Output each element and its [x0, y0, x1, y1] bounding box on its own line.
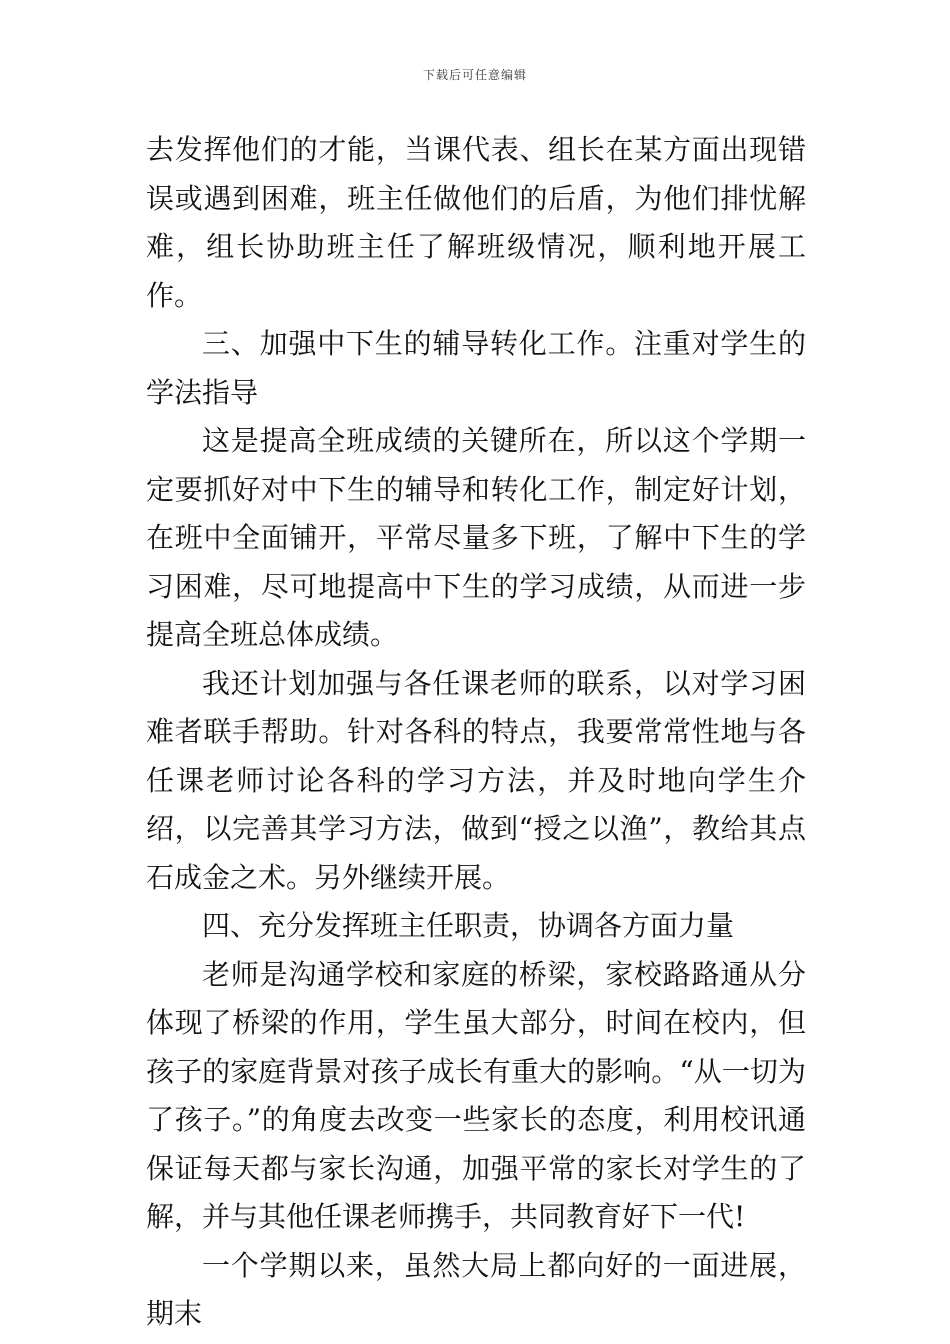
section-heading-four: 四、充分发挥班主任职责，协调各方面力量 [202, 909, 735, 942]
paragraph-continuation: 去发挥他们的才能，当课代表、组长在某方面出现错误或遇到困难，班主任做他们的后盾，为他们排忧解难，组长协助班主任了解班级情况，顺利地开展工作。 [146, 133, 806, 312]
paragraph-teacher-contact: 我还计划加强与各任课老师的联系，以对学习困难者联手帮助。针对各科的特点，我要常常性地与各任课老师讨论各科的学习方法，并及时地向学生介绍，以完善其学习方法，做到“授之以渔”，教给其点石成金之术。另外继续开展。 [146, 666, 806, 894]
page-header-note: 下载后可任意编辑 [422, 68, 527, 82]
paragraph-home-school: 老师是沟通学校和家庭的桥梁，家校路路通从分体现了桥梁的作用，学生虽大部分，时间在校内，但孩子的家庭背景对孩子成长有重大的影响。“从一切为了孩子。”的角度去改变一些家长的态度，利用校讯通保证每天都与家长沟通，加强平常的家长对学生的了解，并与其他任课老师携手，共同教育好下一代! [146, 957, 806, 1233]
document-body [146, 126, 806, 1339]
paragraph-tutoring: 这是提高全班成绩的关键所在，所以这个学期一定要抓好对中下生的辅导和转化工作，制定好计划，在班中全面铺开，平常尽量多下班，了解中下生的学习困难，尽可地提高中下生的学习成绩，从而进一步提高全班总体成绩。 [146, 424, 806, 651]
paragraph-semester-summary: 一个学期以来，虽然大局上都向好的一面进展，期末 [146, 1248, 806, 1330]
section-heading-three: 三、加强中下生的辅导转化工作。注重对学生的学法指导 [146, 327, 806, 409]
